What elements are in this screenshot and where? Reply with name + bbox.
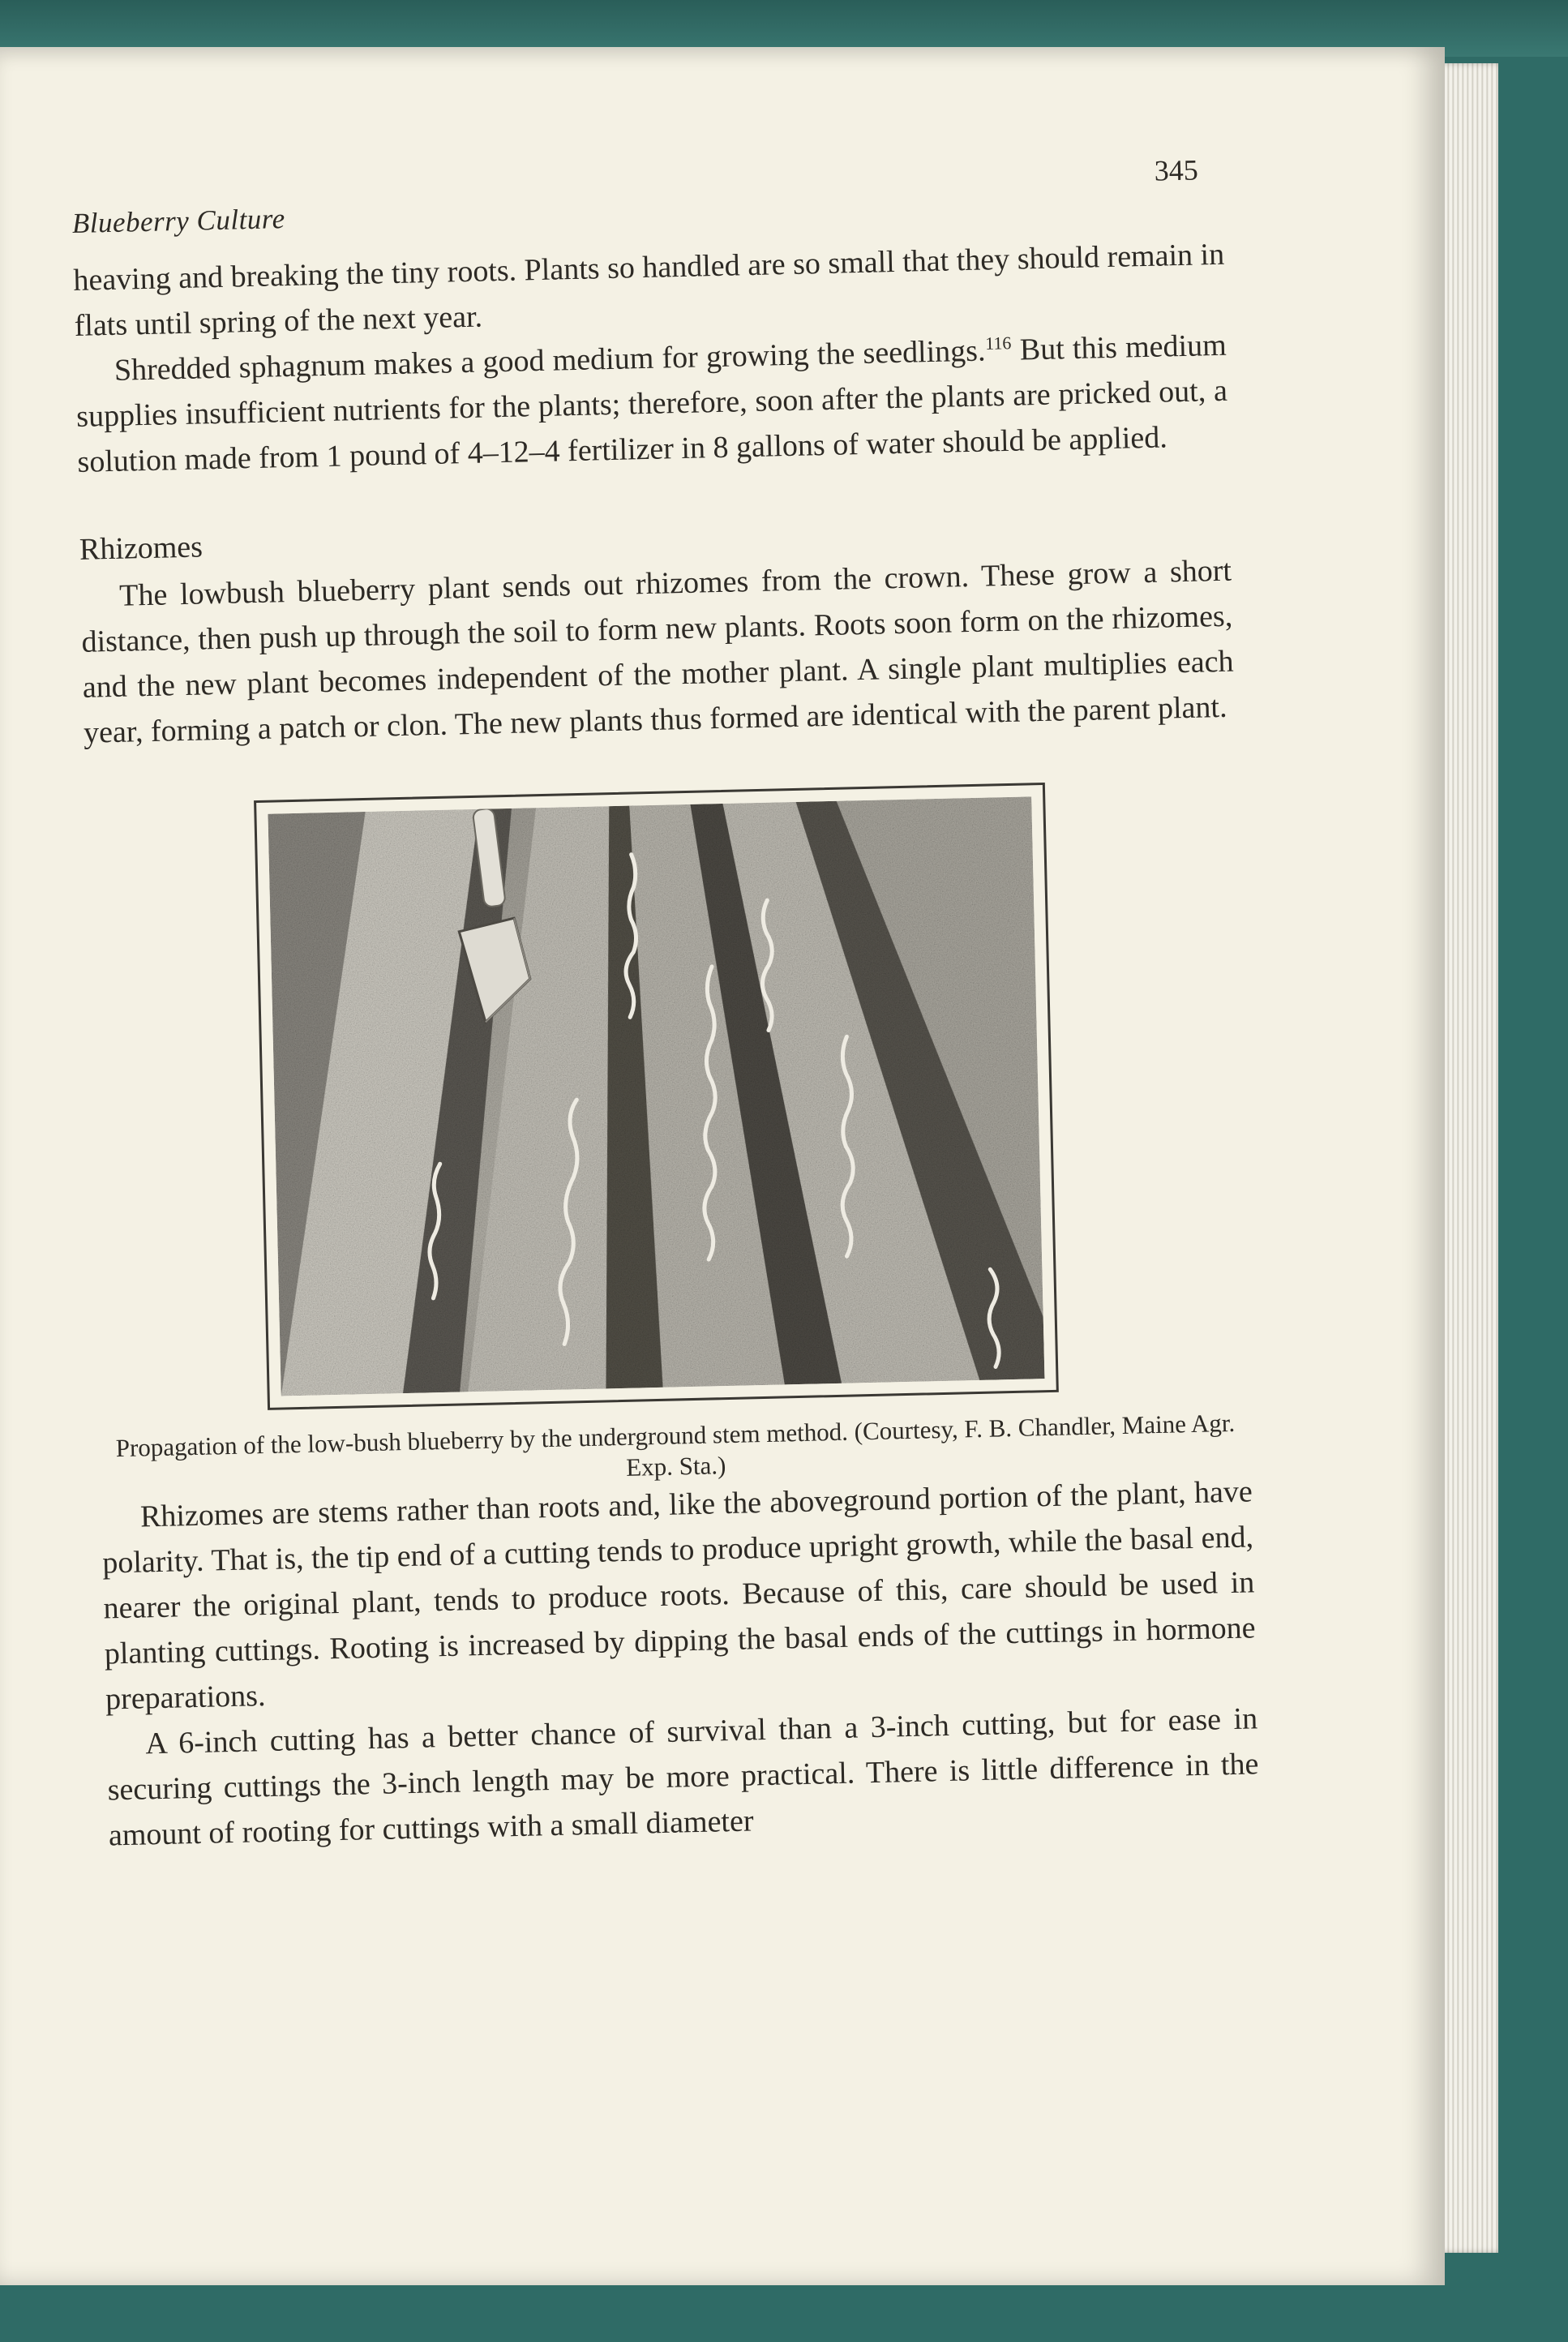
section-heading: Rhizomes (79, 530, 203, 567)
paragraph-2 (75, 323, 1228, 485)
figure-caption: Propagation of the low-bush blueberry by the underground stem method. (Courtesy, F. B. Chandler, Maine Agr. Exp. Sta.) (115, 1408, 1236, 1482)
page-content (71, 153, 1260, 1859)
running-title: Blueberry Culture (71, 203, 286, 239)
figure-photo-frame (254, 783, 1059, 1410)
paragraph-2-text: Shredded sphagnum makes a good medium for growing the seedlings. (114, 333, 986, 388)
footnote-ref: 116 (984, 332, 1012, 354)
photo-rhizome-furrows (268, 796, 1044, 1396)
book-page (0, 47, 1445, 2285)
paragraph-3: The lowbush blueberry plant sends out rhizomes from the crown. These grow a short distance, then push up through the soil to form new plants. Roots soon form on the rhizomes, and the new plant becomes independent of the mother plant. A single plant multiplies each year, forming a patch or clon. The new plants thus formed are identical with the parent plant. (81, 553, 1234, 750)
paragraph-1: heaving and breaking the tiny roots. Plants so handled are so small that they should remain in flats until spring of the next year. (72, 237, 1225, 343)
paragraph-2-continued: But this medium supplies insufficient nutrients for the plants; therefore, soon after the plants are pricked out, a solution made from 1 pound of 4–12–4 fertilizer in 8 gallons of water should be applied. (75, 328, 1228, 479)
paragraph-5: A 6-inch cutting has a better chance of survival than a 3-inch cutting, but for ease in securing cuttings the 3-inch length may be more practical. There is little difference in the amount of rooting for cuttings with a small diameter (107, 1701, 1259, 1853)
page-number: 345 (1154, 153, 1199, 187)
paragraph-4: Rhizomes are stems rather than roots and, like the aboveground portion of the plant, have polarity. That is, the tip end of a cutting tends to produce upright growth, while the basal end, nearer the original plant, tends to produce roots. Because of this, care should be used in planting cuttings. Rooting is increased by dipping the basal ends of the cuttings in hormone preparations. (101, 1474, 1256, 1717)
